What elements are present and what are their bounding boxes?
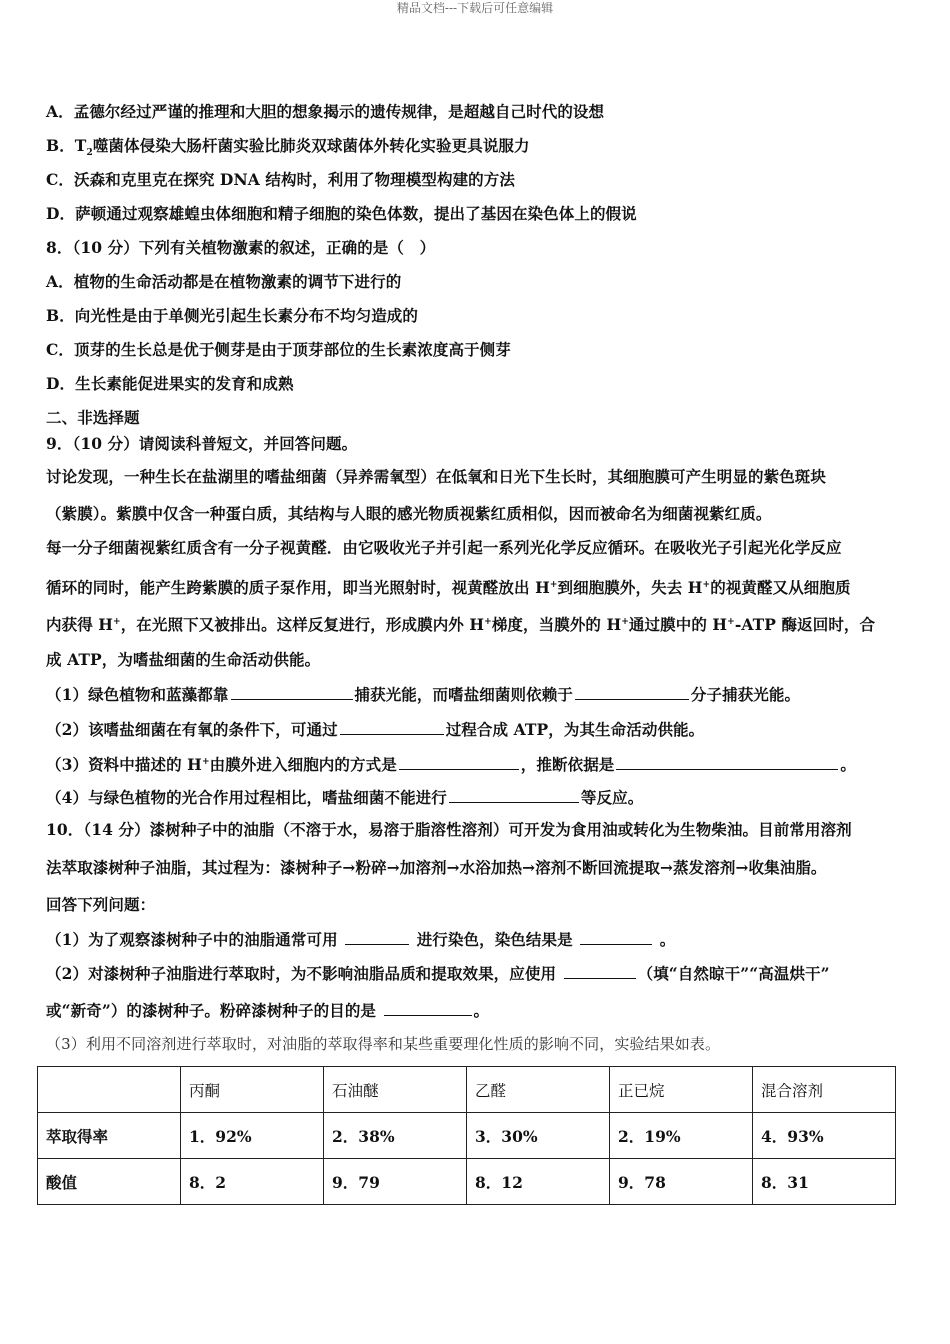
answer-blank[interactable]	[231, 683, 353, 700]
superscript-plus: +	[113, 617, 121, 627]
q8-option-c: C．顶芽的生长总是优于侧芽是由于顶芽部位的生长素浓度高于侧芽	[46, 340, 511, 359]
table-cell: 8．2	[181, 1159, 324, 1205]
table-cell: 8．31	[753, 1159, 896, 1205]
question-text: 等反应。	[580, 788, 644, 807]
superscript-plus: +	[549, 580, 558, 590]
answer-blank[interactable]	[399, 753, 519, 770]
table-cell: 2．38%	[324, 1113, 467, 1159]
table-cell: 酸值	[38, 1159, 181, 1205]
question-text: 或“新奇”）的漆树种子。粉碎漆树种子的目的是	[46, 1001, 377, 1020]
table-cell: 9．78	[610, 1159, 753, 1205]
passage-text: 内获得 H	[46, 615, 114, 635]
q8-stem: 8．（10 分）下列有关植物激素的叙述，正确的是（ ）	[46, 238, 436, 257]
answer-blank[interactable]	[384, 999, 472, 1016]
table-header-cell: 混合溶剂	[753, 1067, 896, 1113]
q9-passage-line: 每一分子细菌视紫红质含有一分子视黄醛．由它吸收光子并引起一系列光化学反应循环。在吸收光子引起光化学反应	[46, 538, 842, 557]
table-row	[38, 1159, 896, 1205]
q7-option-c: C．沃森和克里克在探究 DNA 结构时，利用了物理模型构建的方法	[46, 170, 515, 189]
q9-passage-line: （紫膜）。紫膜中仅含一种蛋白质，其结构与人眼的感光物质视紫红质相似，因而被命名为细菌视紫红质。	[46, 504, 772, 523]
q7-option-b	[46, 136, 530, 163]
table-header-cell: 丙酮	[181, 1067, 324, 1113]
answer-blank[interactable]	[340, 718, 444, 735]
question-text: （2）对漆树种子油脂进行萃取时，为不影响油脂品质和提取效果，应使用	[46, 964, 557, 983]
q9-passage-line: 讨论发现，一种生长在盐湖里的嗜盐细菌（异养需氧型）在低氧和日光下生长时，其细胞膜可产生明显的紫色斑块	[46, 467, 827, 486]
question-text: 捕获光能，而嗜盐细菌则依赖于	[354, 685, 573, 704]
q9-stem: 9．（10 分）请阅读科普短文，并回答问题。	[46, 434, 358, 453]
table-cell: 1．92%	[181, 1113, 324, 1159]
question-text: 。	[659, 930, 676, 949]
q7-option-a: A．孟德尔经过严谨的推理和大胆的想象揭示的遗传规律，是超越自己时代的设想	[46, 102, 605, 121]
question-text: 。	[840, 755, 857, 775]
answer-blank[interactable]	[345, 928, 409, 945]
question-text: 。	[473, 1001, 490, 1020]
answer-blank[interactable]	[616, 753, 838, 770]
table-header-row	[38, 1067, 896, 1113]
q7-option-b-prefix: B．T	[46, 136, 87, 155]
q8-option-d: D．生长素能促进果实的发育和成熟	[46, 374, 294, 393]
question-text: （2）该嗜盐细菌在有氧的条件下，可通过	[46, 720, 338, 739]
q7-option-d: D．萨顿通过观察雄蝗虫体细胞和精子细胞的染色体数，提出了基因在染色体上的假说	[46, 204, 637, 223]
question-text: ，推断依据是	[520, 755, 615, 775]
q8-option-b: B．向光性是由于单侧光引起生长素分布不均匀造成的	[46, 306, 419, 325]
superscript-plus: +	[621, 617, 629, 627]
superscript-plus: +	[484, 617, 492, 627]
question-text: （1）绿色植物和蓝藻都靠	[46, 685, 229, 704]
q9-passage-line	[46, 575, 851, 598]
q9-sub2	[46, 718, 704, 740]
passage-text: 到细胞膜外，失去 H	[557, 578, 703, 598]
q10-sub1	[46, 928, 675, 950]
passage-text: 通过膜中的 H	[628, 615, 728, 635]
q10-stem-line: 法萃取漆树种子油脂，其过程为：漆树种子→粉碎→加溶剂→水浴加热→溶剂不断回流提取→蒸发溶剂→收集油脂。	[46, 858, 827, 877]
table-cell: 2．19%	[610, 1113, 753, 1159]
question-text: （1）为了观察漆树种子中的油脂通常可用	[46, 930, 338, 949]
question-text: （填“自然晾干”“高温烘干”	[637, 964, 830, 983]
table-cell: 3．30%	[467, 1113, 610, 1159]
q9-passage-line	[46, 612, 875, 635]
page-header: 精品文档---下载后可任意编辑	[396, 1, 554, 15]
table-cell: 9．79	[324, 1159, 467, 1205]
passage-text: -ATP 酶返回时，合	[734, 615, 876, 635]
q9-sub4	[46, 786, 643, 808]
question-text: 过程合成 ATP，为其生命活动供能。	[445, 720, 705, 739]
q10-answer-prompt: 回答下列问题：	[46, 895, 156, 914]
question-text: （4）与绿色植物的光合作用过程相比，嗜盐细菌不能进行	[46, 788, 447, 807]
superscript-plus: +	[702, 580, 711, 590]
section-title: 二、非选择题	[46, 408, 140, 427]
answer-blank[interactable]	[564, 962, 636, 979]
passage-text: ，在光照下又被排出。这样反复进行，形成膜内外 H	[120, 615, 485, 635]
question-text: 进行染色，染色结果是	[416, 930, 573, 949]
answer-blank[interactable]	[575, 683, 689, 700]
q9-sub3	[46, 752, 856, 775]
question-text: （3）资料中描述的 H	[46, 755, 202, 775]
q7-option-b-subscript: 2	[86, 148, 93, 159]
answer-blank[interactable]	[580, 928, 652, 945]
table-cell: 8．12	[467, 1159, 610, 1205]
table-cell: 萃取得率	[38, 1113, 181, 1159]
table-header-cell: 乙醛	[467, 1067, 610, 1113]
question-text: 由膜外进入细胞内的方式是	[209, 755, 397, 775]
table-header-cell: 石油醚	[324, 1067, 467, 1113]
answer-blank[interactable]	[449, 786, 579, 803]
q10-sub2-cont	[46, 999, 489, 1021]
table-cell: 4．93%	[753, 1113, 896, 1159]
q9-passage-line: 成 ATP，为嗜盐细菌的生命活动供能。	[46, 650, 321, 669]
question-text: 分子捕获光能。	[690, 685, 801, 704]
passage-text: 循环的同时，能产生跨紫膜的质子泵作用，即当光照射时，视黄醛放出 H	[46, 578, 550, 598]
q10-sub3: （3）利用不同溶剂进行萃取时，对油脂的萃取得率和某些重要理化性质的影响不同，实验结果如表。	[46, 1035, 721, 1053]
q7-option-b-text: 噬菌体侵染大肠杆菌实验比肺炎双球菌体外转化实验更具说服力	[92, 136, 530, 155]
passage-text: 的视黄醛又从细胞质	[710, 578, 851, 598]
results-table	[37, 1066, 896, 1205]
superscript-plus: +	[727, 617, 735, 627]
table-header-cell	[38, 1067, 181, 1113]
passage-text: 梯度，当膜外的 H	[491, 615, 622, 635]
table-header-cell: 正已烷	[610, 1067, 753, 1113]
q10-stem-line: 10．（14 分）漆树种子中的油脂（不溶于水，易溶于脂溶性溶剂）可开发为食用油或转化为生物柴油。目前常用溶剂	[46, 820, 852, 839]
q8-option-a: A．植物的生命活动都是在植物激素的调节下进行的	[46, 272, 402, 291]
q10-sub2	[46, 962, 830, 984]
q9-sub1	[46, 683, 800, 705]
superscript-plus: +	[201, 757, 210, 767]
table-row	[38, 1113, 896, 1159]
